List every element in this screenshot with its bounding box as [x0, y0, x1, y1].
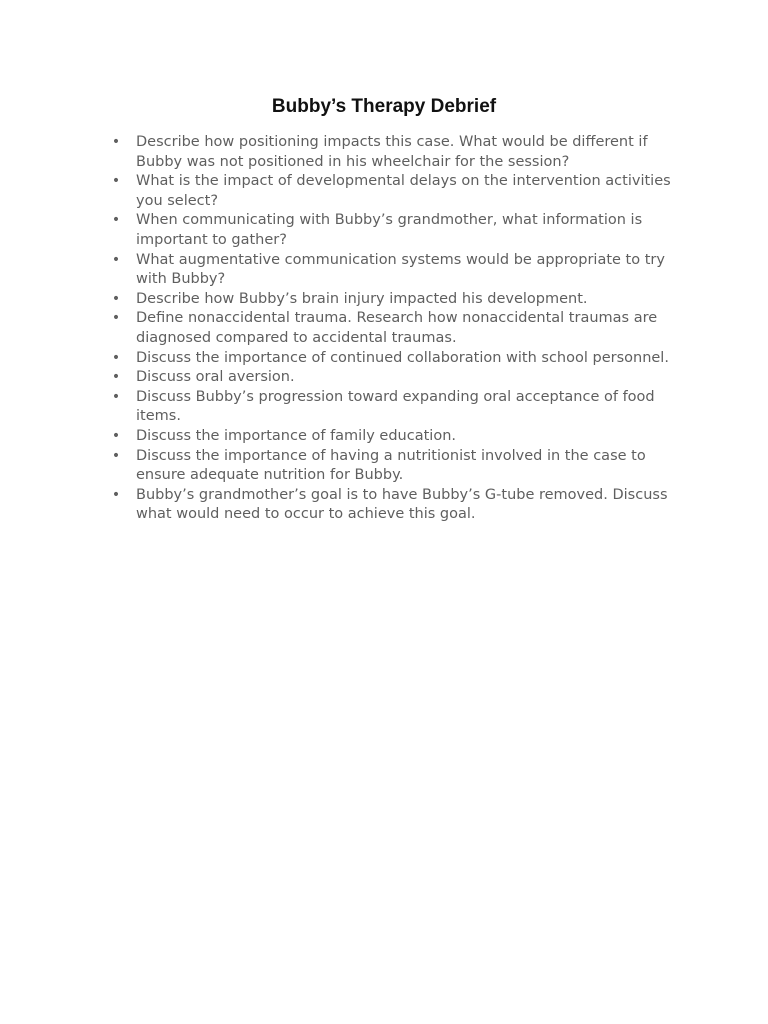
- list-item: [110, 251, 680, 290]
- document-title: Bubby’s Therapy Debrief: [271, 96, 497, 117]
- bullet-icon: •: [111, 388, 121, 405]
- list-item: [110, 309, 680, 348]
- list-item-text: Describe how positioning impacts this case. What would be different if Bubby was not positioned in his wheelchair for the session?: [136, 134, 648, 170]
- bullet-icon: •: [111, 251, 121, 268]
- list-item-text: Discuss Bubby’s progression toward expanding oral acceptance of food items.: [136, 388, 655, 425]
- list-item: [110, 486, 680, 525]
- bullet-icon: •: [111, 369, 121, 386]
- list-item: [110, 388, 680, 427]
- list-item-text: Describe how Bubby’s brain injury impacted his development.: [136, 290, 588, 307]
- list-item: [110, 290, 680, 310]
- list-item: [110, 447, 680, 486]
- list-item-text: Discuss oral aversion.: [136, 369, 295, 386]
- list-item: [110, 133, 680, 172]
- list-item-text: Discuss the importance of family education.: [136, 427, 456, 444]
- list-item-text: Discuss the importance of having a nutritionist involved in the case to ensure adequate nutrition for Bubby.: [136, 447, 646, 484]
- debrief-question-list: [110, 133, 680, 525]
- list-item-text: What augmentative communication systems would be appropriate to try with Bubby?: [136, 251, 665, 288]
- bullet-icon: •: [111, 212, 121, 229]
- list-item: [110, 368, 680, 388]
- list-item: [110, 349, 680, 369]
- bullet-icon: •: [111, 486, 121, 503]
- bullet-icon: •: [111, 427, 121, 444]
- list-item-text: Discuss the importance of continued collaboration with school personnel.: [136, 349, 669, 366]
- list-item-text: Bubby’s grandmother’s goal is to have Bubby’s G-tube removed. Discuss what would need to occur to achieve this goal.: [136, 486, 668, 523]
- list-item: [110, 427, 680, 447]
- bullet-icon: •: [111, 447, 121, 464]
- list-item-text: What is the impact of developmental delays on the intervention activities you select?: [136, 173, 671, 209]
- list-item: [110, 211, 680, 250]
- bullet-icon: •: [111, 349, 121, 366]
- list-item-text: When communicating with Bubby’s grandmother, what information is important to gather?: [136, 212, 643, 248]
- bullet-icon: •: [111, 173, 121, 190]
- bullet-icon: •: [111, 310, 121, 327]
- list-item-text: Define nonaccidental trauma. Research how nonaccidental traumas are diagnosed compared to accidental traumas.: [136, 310, 658, 346]
- list-item: [110, 172, 680, 211]
- bullet-icon: •: [111, 134, 121, 150]
- bullet-icon: •: [111, 290, 121, 307]
